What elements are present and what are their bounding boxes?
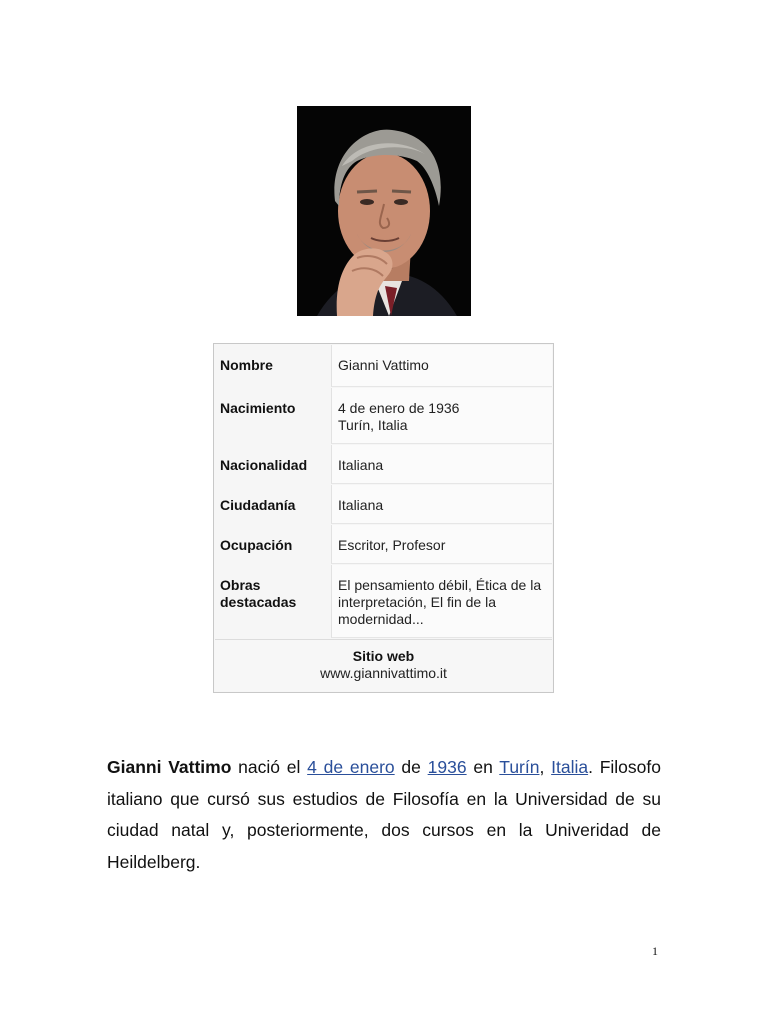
infobox-row-nacionalidad bbox=[215, 445, 552, 484]
infobox-label: Nacimiento bbox=[215, 388, 331, 444]
page-number: 1 bbox=[652, 944, 658, 958]
infobox-label: Obras destacadas bbox=[215, 565, 331, 638]
infobox-row-ocupacion bbox=[215, 525, 552, 564]
infobox-value bbox=[331, 565, 552, 638]
infobox-label: Nacionalidad bbox=[215, 445, 331, 484]
bio-text: , bbox=[539, 757, 552, 777]
infobox-value bbox=[331, 485, 552, 524]
infobox-label: Ciudadanía bbox=[215, 485, 331, 524]
bio-text: nació el bbox=[231, 757, 308, 777]
website-url[interactable]: www.giannivattimo.it bbox=[320, 665, 447, 681]
infobox-row-ciudadania bbox=[215, 485, 552, 524]
portrait-photo bbox=[297, 106, 471, 316]
link-country[interactable]: Italia bbox=[551, 757, 589, 777]
infobox-value bbox=[331, 525, 552, 564]
bio-text: . Filosofo italiano que cursó sus estudios de Filosofía en la Universidad de su ciudad natal y, posteriormente, dos cursos en la Univeridad de Heildelberg. bbox=[107, 757, 661, 872]
value-line: Escritor, Profesor bbox=[338, 537, 446, 553]
bio-text: en bbox=[466, 757, 500, 777]
bio-text: de bbox=[394, 757, 428, 777]
link-birth-year[interactable]: 1936 bbox=[427, 757, 467, 777]
infobox-value bbox=[331, 445, 552, 484]
value-line: 4 de enero de 1936 bbox=[338, 400, 460, 416]
infobox-row-nombre bbox=[215, 345, 552, 387]
value-line: Italiana bbox=[338, 497, 384, 513]
subject-name: Gianni Vattimo bbox=[107, 757, 232, 777]
infobox-row-obras bbox=[215, 565, 552, 638]
link-city[interactable]: Turín bbox=[499, 757, 540, 777]
link-birth-date[interactable]: 4 de enero bbox=[307, 757, 395, 777]
value-line: El pensamiento débil, Ética de la interpretación, El fin de la modernidad... bbox=[338, 577, 542, 627]
infobox-footer bbox=[215, 639, 552, 691]
infobox-label: Ocupación bbox=[215, 525, 331, 564]
website-title: Sitio web bbox=[352, 648, 415, 664]
value-line: Italiana bbox=[338, 457, 384, 473]
infobox-table bbox=[213, 343, 554, 693]
value-line: Turín, Italia bbox=[338, 417, 408, 433]
infobox-value bbox=[331, 388, 552, 444]
infobox-row-nacimiento bbox=[215, 388, 552, 444]
infobox-value bbox=[331, 345, 552, 387]
value-line: Gianni Vattimo bbox=[338, 357, 429, 373]
infobox-label: Nombre bbox=[215, 345, 331, 387]
biography-paragraph bbox=[107, 752, 661, 878]
